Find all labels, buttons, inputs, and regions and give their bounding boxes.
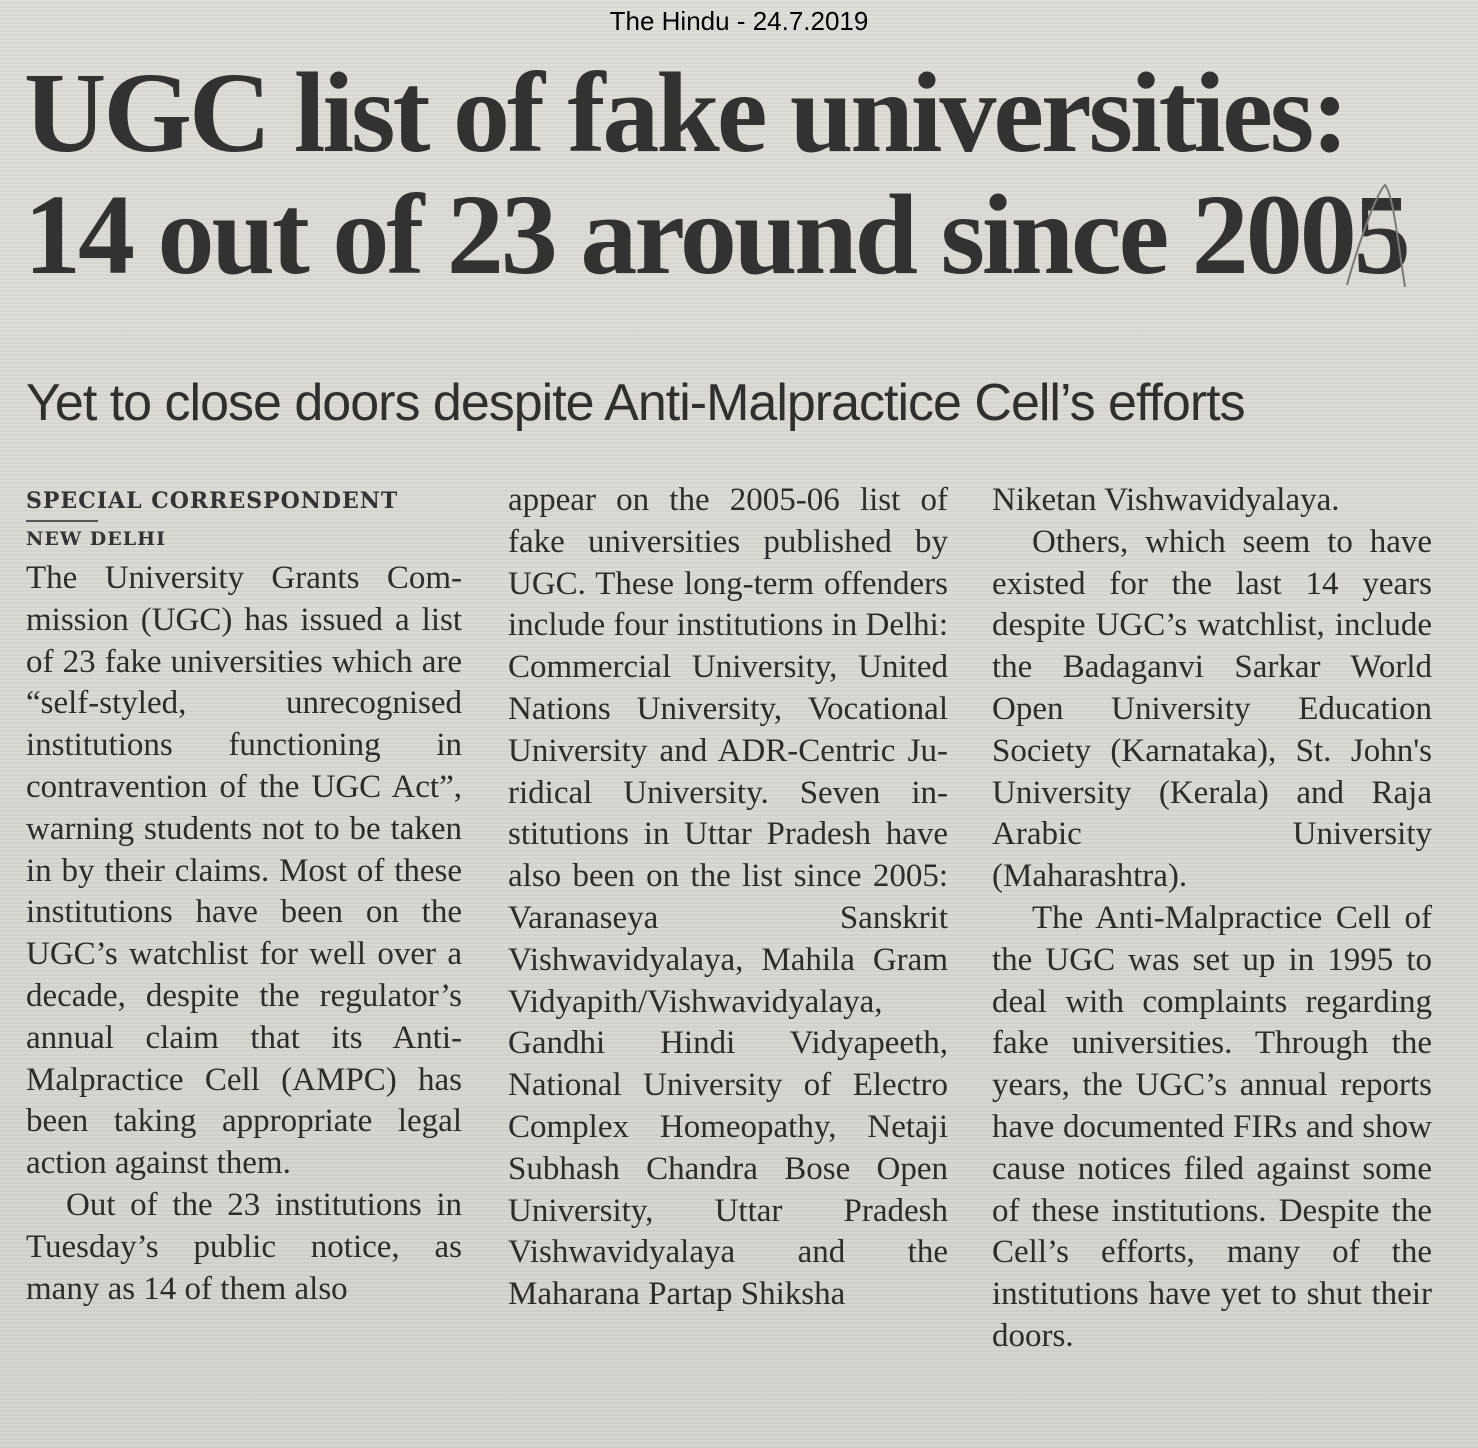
source-label: The Hindu - 24.7.2019: [609, 6, 869, 36]
article-column-2: [508, 480, 948, 1316]
byline-divider: [26, 520, 98, 522]
paragraph: Niketan Vishwavidyalaya.: [992, 482, 1340, 518]
article-body: [0, 480, 1478, 1400]
byline: SPECIAL CORRESPONDENT: [26, 488, 399, 514]
paragraph: Others, which seem to have existed for the last 14 years despite UGC’s watchlist, include the Badaganvi Sarkar World Open University Education Society (Karnataka), St. John's University (Kerala) and Raja Arabic University (Maharashtra).: [992, 523, 1432, 895]
headline: UGC list of fake universities: 14 out of 23 around since 2005: [24, 49, 1408, 298]
handwritten-mark-icon: [1335, 175, 1415, 295]
dateline: NEW DELHI: [26, 528, 166, 550]
paragraph: The Anti-Malpractice Cell of the UGC was set up in 1995 to deal with complaints regarding fake universities. Through the years, the UGC’s annual reports have documented FIRs and show cause notices filed against some of these institutions. Despite the Cell’s efforts, many of the institutions have yet to shut their doors.: [992, 899, 1432, 1354]
subheadline: Yet to close doors despite Anti-Malpractice Cell’s efforts: [26, 374, 1245, 432]
paragraph: The University Grants Commission (UGC) has issued a list of 23 fake universities which are “self-styled, unrecognised institutions functioning in contravention of the UGC Act”, warning students not to be taken in by their claims. Most of these institutions have been on the UGC’s watchlist for well over a decade, despite the regulator’s annual claim that its Anti-Malpractice Cell (AMPC) has been taking appropriate legal action against them.: [26, 560, 462, 1182]
article-column-3: [992, 480, 1432, 1358]
article-column-1: [26, 480, 462, 1310]
paragraph: Out of the 23 institutions in Tuesday’s public notice, as many as 14 of them also: [26, 1186, 462, 1307]
paragraph: appear on the 2005-06 list of fake universities published by UGC. These long-term offenders include four institutions in Delhi: Commercial University, United Nations University, Vocational University and ADR-Centric Juridical University. Seven institutions in Uttar Pradesh have also been on the list since 2005: Varanaseya Sanskrit Vishwavidyalaya, Mahila Gram Vidyapith/Vishwavidyalaya, Gandhi Hindi Vidyapeeth, National University of Electro Complex Homeopathy, Netaji Subhash Chandra Bose Open University, Uttar Pradesh Vishwavidyalaya and the Maharana Partap Shiksha: [508, 482, 948, 1313]
